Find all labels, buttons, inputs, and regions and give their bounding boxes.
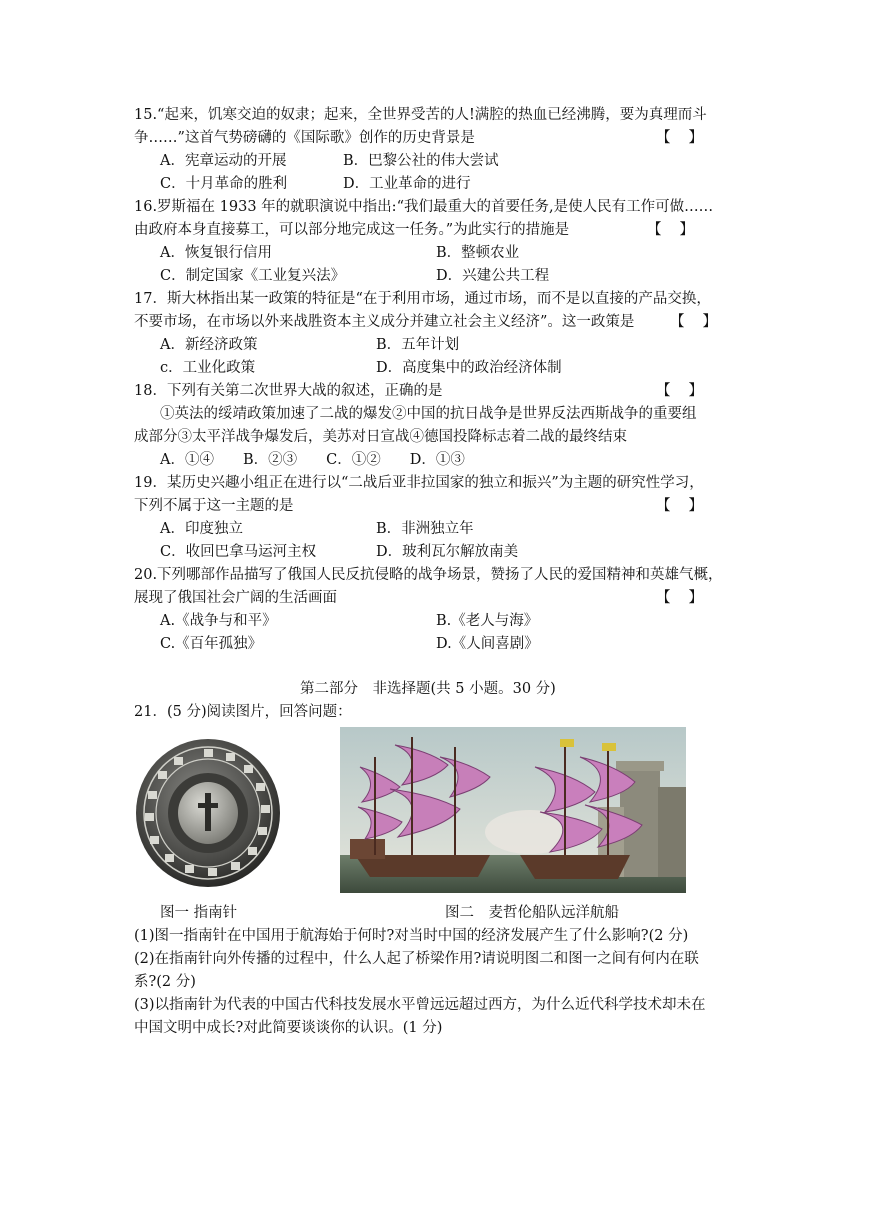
q20-option-d: D.《人间喜剧》 [436,636,539,652]
q15-option-a: A．宪章运动的开展 [160,153,287,169]
q15-stem-line1: 15.“起来，饥寒交迫的奴隶；起来，全世界受苦的人!满腔的热血已经沸腾，要为真理而斗 [134,107,707,123]
q21-sub3-line2: 中国文明中成长?对此简要谈谈你的认识。(1 分) [134,1020,443,1036]
compass-image [134,735,282,890]
q20-option-b: B.《老人与海》 [436,613,539,629]
q19-answer-bracket: 【】 [656,498,721,514]
q16-stem-line1: 16.罗斯福在 1933 年的就职演说中指出:“我们最重大的首要任务,是使人民有工作可做…… [134,199,714,215]
q17-answer-bracket: 【】 [670,314,735,330]
q16-option-c: C．制定国家《工业复兴法》 [160,268,346,284]
q19-stem-line2: 下列不属于这一主题的是 [134,498,294,514]
q17-option-a: A．新经济政策 [160,337,258,353]
q17-stem-line2: 不要市场，在市场以外来战胜资本主义成分并建立社会主义经济”。这一政策是 [134,314,635,330]
q21-sub3-line1: (3)以指南针为代表的中国古代科技发展水平曾远远超过西方，为什么近代科学技术却未在 [134,997,706,1013]
q15-option-c: C．十月革命的胜利 [160,176,288,192]
q16-stem-line2: 由政府本身直接募工，可以部分地完成这一任务。”为此实行的措施是 [134,222,570,238]
q15-option-d: D．工业革命的进行 [343,176,471,192]
q15-answer-bracket: 【】 [656,130,721,146]
q17-option-b: B．五年计划 [376,337,460,353]
q20-stem-line1: 20.下列哪部作品描写了俄国人民反抗侵略的战争场景，赞扬了人民的爱国精神和英雄气概， [134,567,723,583]
q17-stem-line1: 17．斯大林指出某一政策的特征是“在于利用市场，通过市场，而不是以直接的产品交换， [134,291,711,307]
q18-answer-bracket: 【】 [656,383,721,399]
q21-sub2-line2: 系?(2 分) [134,974,196,990]
q20-option-c: C.《百年孤独》 [160,636,263,652]
q21-stem: 21．(5 分)阅读图片，回答问题： [134,704,352,720]
figure2-caption: 图二 麦哲伦船队远洋航船 [445,905,619,921]
q16-option-d: D．兴建公共工程 [436,268,550,284]
q17-option-c: c．工业化政策 [160,360,256,376]
ships-painting-image [340,727,686,893]
q20-answer-bracket: 【】 [656,590,721,606]
q16-answer-bracket: 【】 [647,222,712,238]
q18-stem-line3: 成部分③太平洋战争爆发后，美苏对日宣战④德国投降标志着二战的最终结束 [134,429,627,445]
q18-options: A．①④ B．②③ C．①② D．①③ [160,452,465,468]
section-heading: 第二部分 非选择题(共 5 小题。30 分) [300,681,556,697]
q17-option-d: D．高度集中的政治经济体制 [376,360,562,376]
q18-stem-line2: ①英法的绥靖政策加速了二战的爆发②中国的抗日战争是世界反法西斯战争的重要组 [160,406,697,422]
q19-option-b: B．非洲独立年 [376,521,474,537]
q15-option-b: B．巴黎公社的伟大尝试 [343,153,499,169]
q15-stem-line2: 争……”这首气势磅礴的《国际歌》创作的历史背景是 [134,130,475,146]
q16-option-b: B．整顿农业 [436,245,520,261]
q19-option-d: D．玻利瓦尔解放南美 [376,544,519,560]
q20-option-a: A.《战争与和平》 [160,613,277,629]
q16-option-a: A．恢复银行信用 [160,245,272,261]
q20-stem-line2: 展现了俄国社会广阔的生活画面 [134,590,337,606]
q21-sub2-line1: (2)在指南针向外传播的过程中，什么人起了桥梁作用?请说明图二和图一之间有何内在联 [134,951,699,967]
figure1-caption: 图一 指南针 [160,905,238,921]
q21-sub1: (1)图一指南针在中国用于航海始于何时?对当时中国的经济发展产生了什么影响?(2 分) [134,928,689,944]
q19-option-a: A．印度独立 [160,521,243,537]
q19-option-c: C．收回巴拿马运河主权 [160,544,317,560]
q19-stem-line1: 19．某历史兴趣小组正在进行以“二战后亚非拉国家的独立和振兴”为主题的研究性学习， [134,475,704,491]
q18-stem-line1: 18．下列有关第二次世界大战的叙述，正确的是 [134,383,443,399]
